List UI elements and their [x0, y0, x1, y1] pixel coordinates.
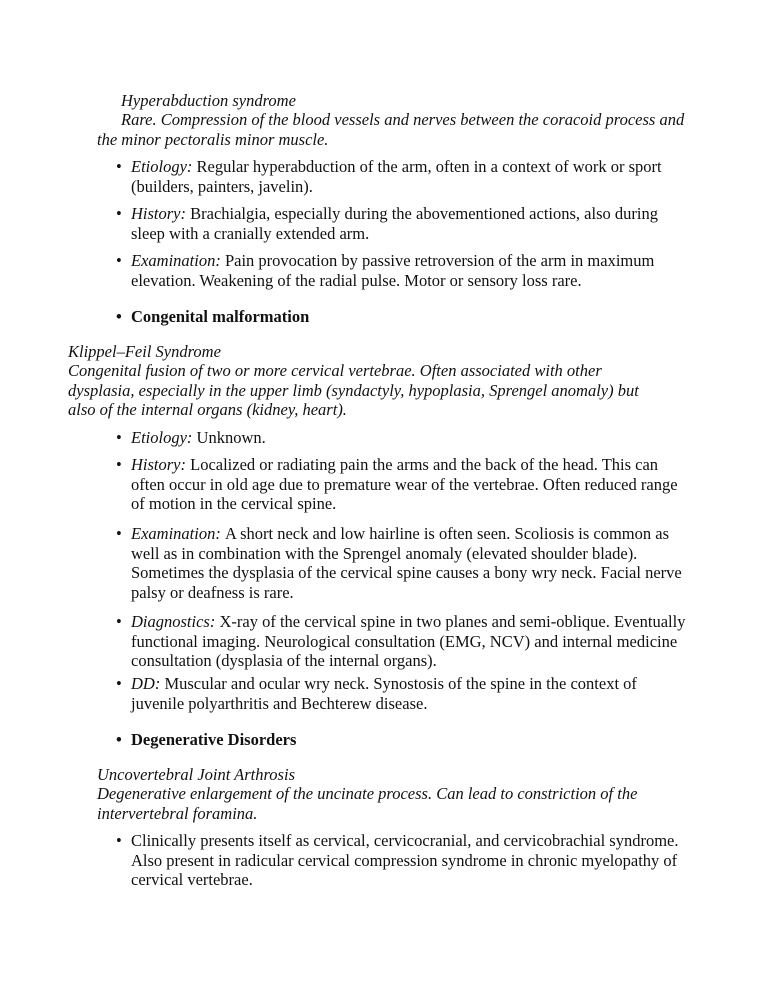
bullet: •: [116, 455, 122, 474]
bullet: •: [116, 730, 122, 749]
item-label: Examination:: [131, 524, 225, 543]
section-description: Degenerative enlargement of the uncinate process. Can lead to constriction of the intervertebral foramina.: [97, 784, 638, 823]
item-text: Regular hyperabduction of the arm, often in a context of work or sport (builders, painters, javelin).: [131, 157, 662, 196]
item-label: Examination:: [131, 251, 225, 270]
section-title: Klippel–Feil Syndrome: [68, 342, 221, 361]
bullet: •: [116, 204, 122, 223]
list-item: [116, 831, 691, 890]
bullet: •: [116, 307, 122, 326]
heading-text: Degenerative Disorders: [131, 730, 297, 749]
bullet: •: [116, 524, 122, 543]
bullet: •: [116, 157, 122, 176]
bullet: •: [116, 674, 122, 693]
bullet: •: [116, 612, 122, 631]
section-title: Hyperabduction syndrome: [121, 91, 296, 110]
section-description: Rare. Compression of the blood vessels and nerves between the coracoid process and the minor pectoralis minor muscle.: [97, 110, 685, 149]
item-text: Unknown.: [196, 428, 266, 447]
bullet: •: [116, 428, 122, 447]
item-text: Pain provocation by passive retroversion of the arm in maximum elevation. Weakening of the radial pulse. Motor or sensory loss rare.: [131, 251, 655, 290]
list-item: [116, 428, 691, 448]
item-text: Muscular and ocular wry neck. Synostosis of the spine in the context of juvenile polyarthritis and Bechterew disease.: [131, 674, 637, 713]
item-text: Brachialgia, especially during the abovementioned actions, also during sleep with a cranially extended arm.: [131, 204, 658, 243]
item-text: Localized or radiating pain the arms and the back of the head. This can often occur in old age due to premature wear of the vertebrae. Often reduced range of motion in the cervical spine.: [131, 455, 678, 513]
item-label: Etiology:: [131, 428, 197, 447]
list-item: [116, 455, 691, 514]
heading-text: Congenital malformation: [131, 307, 310, 326]
section-title: Uncovertebral Joint Arthrosis: [97, 765, 295, 784]
item-text: X-ray of the cervical spine in two planes and semi-oblique. Eventually functional imaging. Neurological consultation (EMG, NCV) and internal medicine consultation (dysplasia of the internal organs).: [131, 612, 686, 670]
item-label: DD:: [131, 674, 165, 693]
item-text: Clinically presents itself as cervical, cervicocranial, and cervicobrachial syndrome. Also present in radicular cervical compression syndrome in chronic myelopathy of cervical vertebrae.: [131, 831, 679, 889]
list-item: [116, 204, 691, 243]
list-item: [116, 612, 691, 671]
list-item: [116, 524, 691, 602]
bullet: •: [116, 831, 122, 850]
item-label: History:: [131, 204, 191, 223]
item-text: A short neck and low hairline is often seen. Scoliosis is common as well as in combination with the Sprengel anomaly (elevated shoulder blade). Sometimes the dysplasia of the cervical spine causes a bony wry neck. Facial nerve palsy or deafness is rare.: [131, 524, 682, 602]
section-description: Congenital fusion of two or more cervical vertebrae. Often associated with other dysplasia, especially in the upper limb (syndactyly, hypoplasia, Sprengel anomaly) but also of the internal organs (kidney, heart).: [68, 361, 639, 419]
item-label: Etiology:: [131, 157, 197, 176]
item-label: History:: [131, 455, 191, 474]
bullet: •: [116, 251, 122, 270]
item-label: Diagnostics:: [131, 612, 220, 631]
list-item: [116, 157, 691, 196]
section-heading: [116, 730, 691, 750]
section-heading: [116, 307, 691, 327]
list-item: [116, 251, 691, 290]
list-item: [116, 674, 691, 713]
